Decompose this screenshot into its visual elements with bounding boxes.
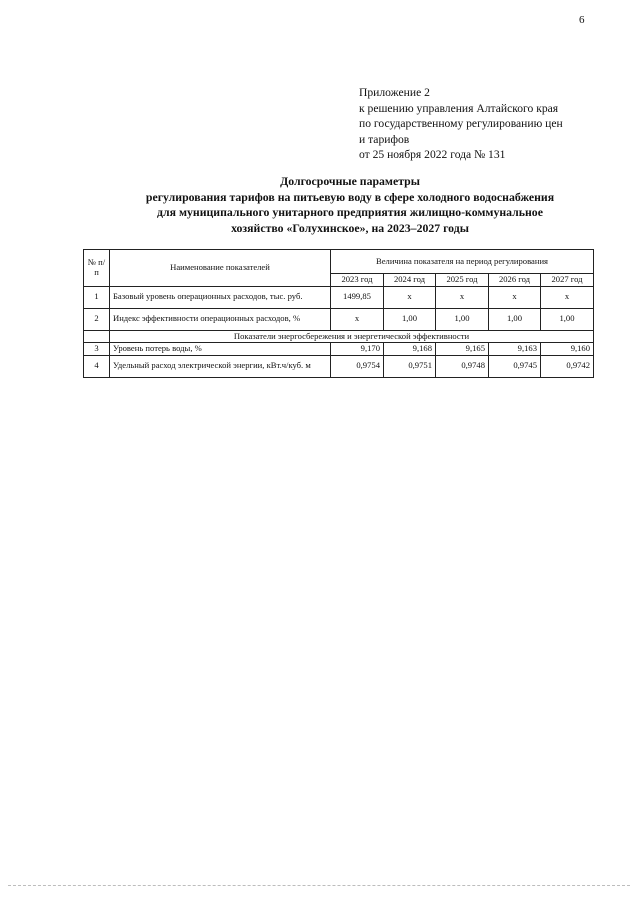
header-num: № п/п — [84, 250, 110, 287]
table-row — [84, 286, 594, 308]
appendix-line: Приложение 2 — [359, 86, 430, 99]
appendix-line: по государственному регулированию цен — [359, 117, 563, 130]
row-name: Базовый уровень операционных расходов, тыс. руб. — [110, 286, 331, 308]
document-title — [60, 174, 639, 236]
row-value: х — [436, 286, 489, 308]
row-value: 9,165 — [436, 343, 489, 356]
row-num: 1 — [84, 286, 110, 308]
row-name: Удельный расход электрической энергии, кВт.ч/куб. м — [110, 355, 331, 377]
row-value: х — [384, 286, 436, 308]
row-value: 0,9742 — [541, 355, 594, 377]
table-row — [84, 308, 594, 330]
table-row — [84, 343, 594, 356]
header-name: Наименование показателей — [110, 250, 331, 287]
appendix-line: от 25 ноября 2022 года № 131 — [359, 148, 506, 161]
row-num: 2 — [84, 308, 110, 330]
row-value: 1,00 — [489, 308, 541, 330]
appendix-line: к решению управления Алтайского края — [359, 101, 559, 115]
row-value: 1499,85 — [331, 286, 384, 308]
header-year: 2024 год — [384, 274, 436, 287]
row-name: Индекс эффективности операционных расходов, % — [110, 308, 331, 330]
row-value: 9,170 — [331, 343, 384, 356]
section-row — [84, 330, 594, 343]
title-line: хозяйство «Голухинское», на 2023–2027 годы — [231, 220, 469, 235]
section-spacer — [84, 330, 110, 343]
row-num: 4 — [84, 355, 110, 377]
parameters-table — [83, 249, 594, 378]
section-title: Показатели энергосбережения и энергетической эффективности — [110, 330, 594, 343]
table-row — [84, 355, 594, 377]
row-value: х — [541, 286, 594, 308]
row-value: 0,9745 — [489, 355, 541, 377]
row-value: 0,9748 — [436, 355, 489, 377]
title-line: для муниципального унитарного предприятия жилищно-коммунальное — [157, 205, 543, 219]
row-value: 9,160 — [541, 343, 594, 356]
title-line: регулирования тарифов на питьевую воду в сфере холодного водоснабжения — [145, 189, 555, 204]
header-value-group: Величина показателя на период регулирования — [331, 250, 594, 274]
row-num: 3 — [84, 343, 110, 356]
row-value: 1,00 — [541, 308, 594, 330]
header-year: 2023 год — [331, 274, 384, 287]
row-value: х — [331, 308, 384, 330]
row-value: х — [489, 286, 541, 308]
page-number: 6 — [579, 14, 585, 26]
scan-edge-line — [8, 885, 630, 886]
row-value: 1,00 — [384, 308, 436, 330]
header-year: 2027 год — [541, 274, 594, 287]
row-value: 0,9754 — [331, 355, 384, 377]
table-header-row — [84, 250, 594, 274]
row-value: 9,168 — [384, 343, 436, 356]
appendix-block — [359, 85, 619, 163]
header-year: 2026 год — [489, 274, 541, 287]
appendix-line: и тарифов — [359, 132, 410, 146]
row-value: 1,00 — [436, 308, 489, 330]
row-name: Уровень потерь воды, % — [110, 343, 331, 356]
row-value: 9,163 — [489, 343, 541, 356]
title-line: Долгосрочные параметры — [280, 174, 420, 188]
header-year: 2025 год — [436, 274, 489, 287]
row-value: 0,9751 — [384, 355, 436, 377]
